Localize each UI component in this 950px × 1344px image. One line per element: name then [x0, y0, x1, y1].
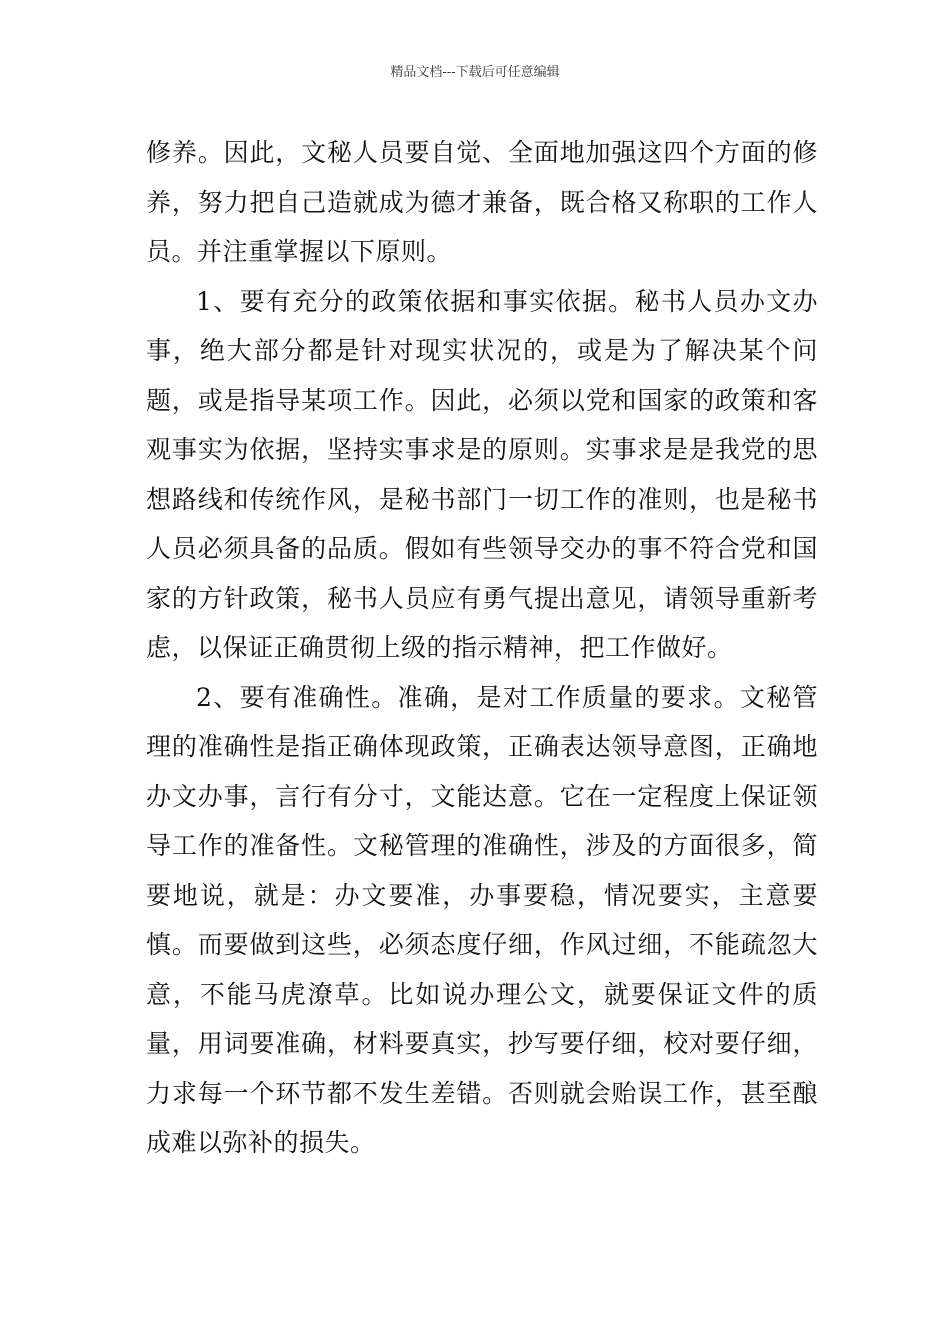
paragraph-principle-1: 1、要有充分的政策依据和事实依据。秘书人员办文办事，绝大部分都是针对现实状况的，或是为了解决某个问题，或是指导某项工作。因此，必须以党和国家的政策和客观事实为依据，坚持实事求是的原则。实事求是是我党的思想路线和传统作风，是秘书部门一切工作的准则，也是秘书人员必须具备的品质。假如有些领导交办的事不符合党和国家的方针政策，秘书人员应有勇气提出意见，请领导重新考虑，以保证正确贯彻上级的指示精神，把工作做好。	[146, 286, 818, 662]
document-body	[146, 128, 818, 1168]
paragraph-principle-2: 2、要有准确性。准确，是对工作质量的要求。文秘管理的准确性是指正确体现政策，正确表达领导意图，正确地办文办事，言行有分寸，文能达意。它在一定程度上保证领导工作的准备性。文秘管理的准确性，涉及的方面很多，简要地说，就是：办文要准，办事要稳，情况要实，主意要慎。而要做到这些，必须态度仔细，作风过细，不能疏忽大意，不能马虎潦草。比如说办理公文，就要保证文件的质量，用词要准确，材料要真实，抄写要仔细，校对要仔细，力求每一个环节都不发生差错。否则就会贻误工作，甚至酿成难以弥补的损失。	[146, 682, 818, 1157]
page-header: 精品文档---下载后可任意编辑	[390, 65, 560, 80]
paragraph-continuation: 修养。因此，文秘人员要自觉、全面地加强这四个方面的修养，努力把自己造就成为德才兼备，既合格又称职的工作人员。并注重掌握以下原则。	[146, 138, 818, 266]
